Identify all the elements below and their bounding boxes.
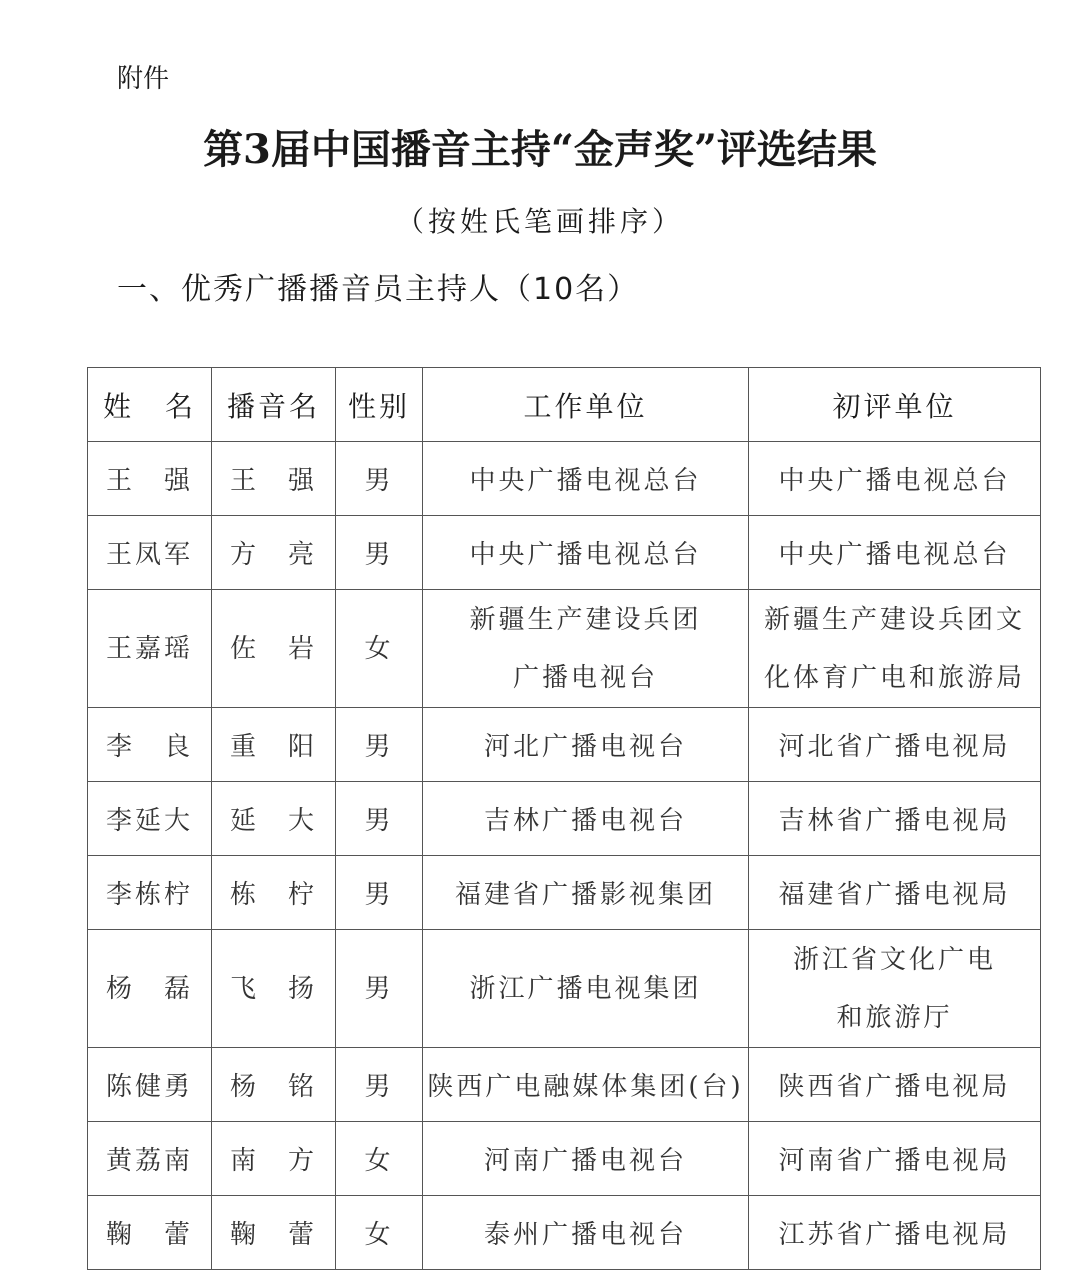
table-row	[88, 1048, 1041, 1122]
name-cell: 李延大	[88, 782, 212, 856]
work-unit-cell: 新疆生产建设兵团 广播电视台	[423, 590, 749, 708]
nominating-unit-cell: 陕西省广播电视局	[749, 1048, 1041, 1122]
table-row	[88, 590, 1041, 708]
work-unit-cell: 中央广播电视总台	[423, 516, 749, 590]
work-unit-cell: 泰州广播电视台	[423, 1196, 749, 1270]
work-unit-cell: 浙江广播电视集团	[423, 930, 749, 1048]
gender-cell: 男	[336, 782, 423, 856]
gender-cell: 男	[336, 930, 423, 1048]
table-row	[88, 516, 1041, 590]
table-row	[88, 1196, 1041, 1270]
gender-cell: 女	[336, 590, 423, 708]
nominating-unit-cell: 中央广播电视总台	[749, 516, 1041, 590]
stage-name-cell: 杨 铭	[212, 1048, 336, 1122]
name-cell: 黄荔南	[88, 1122, 212, 1196]
work-unit-cell: 中央广播电视总台	[423, 442, 749, 516]
table-row	[88, 442, 1041, 516]
stage-name-cell: 王 强	[212, 442, 336, 516]
nominating-unit-cell: 新疆生产建设兵团文 化体育广电和旅游局	[749, 590, 1041, 708]
name-cell: 鞠 蕾	[88, 1196, 212, 1270]
work-unit-cell: 福建省广播影视集团	[423, 856, 749, 930]
gender-cell: 男	[336, 516, 423, 590]
stage-name-cell: 重 阳	[212, 708, 336, 782]
name-cell: 杨 磊	[88, 930, 212, 1048]
document-title: 第3届中国播音主持“金声奖”评选结果	[203, 126, 877, 173]
table-row	[88, 856, 1041, 930]
gender-cell: 男	[336, 1048, 423, 1122]
header-stage-name: 播音名	[212, 368, 336, 442]
header-name: 姓 名	[88, 368, 212, 442]
attachment-label: 附件	[117, 64, 170, 94]
table-row	[88, 930, 1041, 1048]
name-cell: 王凤军	[88, 516, 212, 590]
work-unit-cell: 吉林广播电视台	[423, 782, 749, 856]
name-cell: 陈健勇	[88, 1048, 212, 1122]
gender-cell: 男	[336, 856, 423, 930]
nominating-unit-cell: 江苏省广播电视局	[749, 1196, 1041, 1270]
name-cell: 李 良	[88, 708, 212, 782]
gender-cell: 女	[336, 1196, 423, 1270]
stage-name-cell: 南 方	[212, 1122, 336, 1196]
name-cell: 李栋柠	[88, 856, 212, 930]
name-cell: 王嘉瑶	[88, 590, 212, 708]
table-row	[88, 1122, 1041, 1196]
section-heading: 一、优秀广播播音员主持人（10名）	[117, 272, 640, 307]
gender-cell: 女	[336, 1122, 423, 1196]
name-cell: 王 强	[88, 442, 212, 516]
nominating-unit-cell: 中央广播电视总台	[749, 442, 1041, 516]
stage-name-cell: 鞠 蕾	[212, 1196, 336, 1270]
stage-name-cell: 佐 岩	[212, 590, 336, 708]
nominating-unit-cell: 河南省广播电视局	[749, 1122, 1041, 1196]
nominating-unit-cell: 福建省广播电视局	[749, 856, 1041, 930]
nominating-unit-cell: 浙江省文化广电 和旅游厅	[749, 930, 1041, 1048]
table-row	[88, 782, 1041, 856]
results-table	[87, 367, 1041, 1270]
header-work-unit: 工作单位	[423, 368, 749, 442]
table-row	[88, 708, 1041, 782]
work-unit-cell: 河南广播电视台	[423, 1122, 749, 1196]
nominating-unit-cell: 河北省广播电视局	[749, 708, 1041, 782]
gender-cell: 男	[336, 708, 423, 782]
stage-name-cell: 飞 扬	[212, 930, 336, 1048]
stage-name-cell: 方 亮	[212, 516, 336, 590]
work-unit-cell: 陕西广电融媒体集团(台)	[423, 1048, 749, 1122]
stage-name-cell: 栋 柠	[212, 856, 336, 930]
stage-name-cell: 延 大	[212, 782, 336, 856]
work-unit-cell: 河北广播电视台	[423, 708, 749, 782]
header-nominating-unit: 初评单位	[749, 368, 1041, 442]
document-subtitle: （按姓氏笔画排序）	[395, 205, 684, 238]
nominating-unit-cell: 吉林省广播电视局	[749, 782, 1041, 856]
table-header-row	[88, 368, 1041, 442]
header-gender: 性别	[336, 368, 423, 442]
gender-cell: 男	[336, 442, 423, 516]
